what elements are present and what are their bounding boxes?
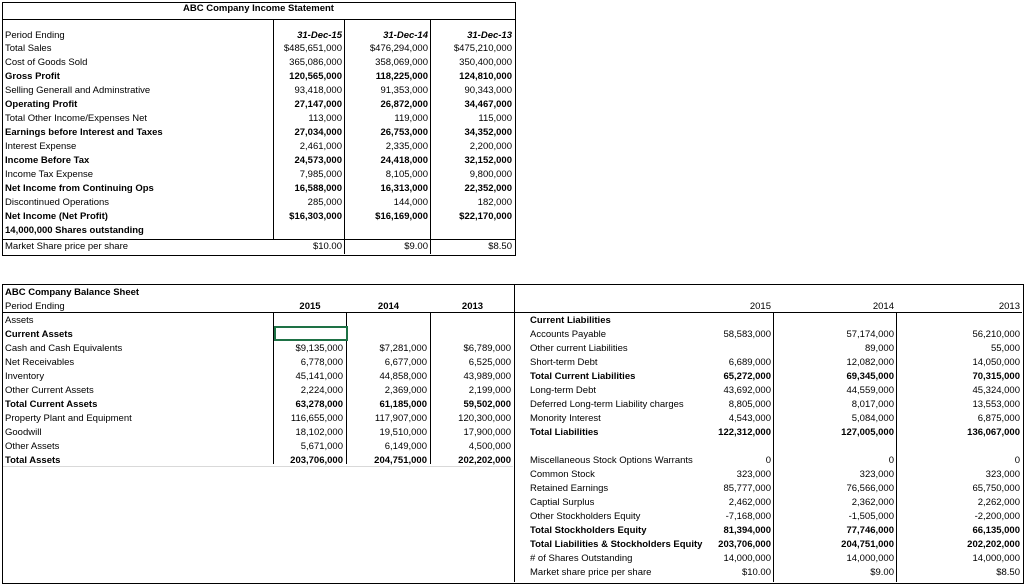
asset-cell[interactable]: 6,677,000 [384, 357, 427, 368]
equity-cell[interactable]: 81,394,000 [723, 525, 771, 536]
asset-cell[interactable]: 2,369,000 [384, 385, 427, 396]
asset-cell[interactable]: 18,102,000 [295, 427, 343, 438]
asset-cell[interactable]: 120,300,000 [458, 413, 511, 424]
equity-cell[interactable]: 0 [888, 455, 894, 466]
income-cell[interactable]: 113,000 [308, 113, 342, 124]
equity-cell[interactable]: 323,000 [985, 469, 1020, 480]
asset-row-label: Total Assets [5, 455, 61, 466]
income-cell[interactable]: 124,810,000 [459, 71, 512, 82]
equity-row-label: Captial Surplus [530, 497, 595, 508]
income-row-label: Total Other Income/Expenses Net [5, 113, 148, 124]
income-row-label: Gross Profit [5, 71, 60, 82]
income-cell[interactable]: 93,418,000 [294, 85, 342, 96]
income-cell[interactable]: 34,352,000 [464, 127, 512, 138]
income-cell[interactable]: 2,335,000 [385, 141, 428, 152]
asset-row-label: Property Plant and Equipment [5, 413, 132, 424]
income-cell[interactable]: 365,086,000 [289, 57, 342, 68]
equity-cell[interactable]: 76,566,000 [846, 483, 894, 494]
liability-row-label: Long-term Debt [530, 385, 597, 396]
equity-cell[interactable]: 14,000,000 [723, 553, 771, 564]
asset-cell[interactable]: 4,500,000 [468, 441, 511, 452]
income-cell[interactable]: 350,400,000 [459, 57, 512, 68]
equity-row-label: Total Stockholders Equity [530, 525, 647, 536]
asset-cell[interactable]: $7,281,000 [379, 343, 427, 354]
equity-row-label: # of Shares Outstanding [530, 553, 633, 564]
balance-year-header-left: 2013 [461, 301, 484, 312]
liability-cell[interactable]: 45,324,000 [972, 385, 1020, 396]
income-cell[interactable]: 91,353,000 [380, 85, 428, 96]
equity-cell[interactable]: 77,746,000 [846, 525, 894, 536]
income-cell[interactable]: 119,000 [394, 113, 428, 124]
income-cell[interactable]: 2,200,000 [469, 141, 512, 152]
income-cell[interactable]: $10.00 [312, 241, 342, 252]
equity-cell[interactable]: 0 [1014, 455, 1020, 466]
asset-cell[interactable]: 59,502,000 [463, 399, 511, 410]
asset-cell[interactable]: $9,135,000 [295, 343, 343, 354]
asset-cell[interactable]: 17,900,000 [463, 427, 511, 438]
liability-cell[interactable]: 70,315,000 [972, 371, 1020, 382]
equity-row-label: Total Liabilities & Stockholders Equity [530, 539, 703, 550]
liability-cell[interactable]: 43,692,000 [723, 385, 771, 396]
asset-cell[interactable]: 5,671,000 [300, 441, 343, 452]
equity-cell[interactable]: 14,000,000 [846, 553, 894, 564]
income-cell[interactable]: $476,294,000 [369, 43, 428, 54]
balance-year-header-right: 2014 [872, 301, 894, 312]
equity-cell[interactable]: $10.00 [741, 567, 771, 578]
liability-cell[interactable]: 4,543,000 [728, 413, 771, 424]
selected-cell[interactable] [274, 326, 348, 341]
balance-year-header-left: 2014 [377, 301, 400, 312]
liability-row-label: Accounts Payable [530, 329, 607, 340]
income-row-label: Income Before Tax [5, 155, 90, 166]
equity-row-label: Other Stockholders Equity [530, 511, 641, 522]
income-cell[interactable]: 90,343,000 [464, 85, 512, 96]
asset-cell[interactable]: 202,202,000 [458, 455, 511, 466]
income-cell[interactable]: 182,000 [477, 197, 512, 208]
liability-row-label: Other current Liabilities [530, 343, 628, 354]
balance-year-header-right: 2013 [998, 301, 1020, 312]
income-row-label: Net Income (Net Profit) [5, 211, 108, 222]
liability-cell[interactable]: 69,345,000 [846, 371, 894, 382]
asset-cell[interactable]: 6,149,000 [384, 441, 427, 452]
income-row-label: Period Ending [5, 30, 65, 41]
income-cell[interactable]: 144,000 [393, 197, 428, 208]
liability-cell[interactable]: 8,017,000 [851, 399, 894, 410]
asset-cell[interactable]: 6,525,000 [468, 357, 511, 368]
equity-row-label: Market share price per share [530, 567, 652, 578]
equity-row-label: Miscellaneous Stock Options Warrants [530, 455, 693, 466]
income-row-label: Earnings before Interest and Taxes [5, 127, 163, 138]
asset-cell[interactable]: $6,789,000 [463, 343, 511, 354]
liability-cell[interactable]: 89,000 [864, 343, 894, 354]
asset-cell[interactable]: 45,141,000 [295, 371, 343, 382]
income-cell[interactable]: 26,753,000 [380, 127, 428, 138]
asset-row-label: Other Current Assets [5, 385, 94, 396]
income-row-label: 14,000,000 Shares outstanding [5, 225, 144, 236]
equity-cell[interactable]: 202,202,000 [967, 539, 1020, 550]
asset-row-label: Inventory [5, 371, 45, 382]
equity-cell[interactable]: 14,000,000 [972, 553, 1020, 564]
income-row-label: Total Sales [5, 43, 52, 54]
income-year-header: 31-Dec-14 [383, 30, 428, 41]
income-row-label: Interest Expense [5, 141, 77, 152]
income-cell[interactable]: 120,565,000 [289, 71, 342, 82]
income-cell[interactable]: 27,034,000 [294, 127, 342, 138]
equity-cell[interactable]: 65,750,000 [972, 483, 1020, 494]
balance-year-header-right: 2015 [749, 301, 771, 312]
equity-cell[interactable]: 0 [765, 455, 771, 466]
liability-cell[interactable]: 58,583,000 [723, 329, 771, 340]
balance-period-label: Period Ending [5, 301, 65, 312]
income-cell[interactable]: 32,152,000 [464, 155, 512, 166]
income-cell[interactable]: $485,651,000 [283, 43, 342, 54]
income-cell[interactable]: $9.00 [404, 241, 428, 252]
asset-cell[interactable]: 43,989,000 [463, 371, 511, 382]
equity-cell[interactable]: 2,362,000 [851, 497, 894, 508]
income-cell[interactable]: 16,313,000 [380, 183, 428, 194]
equity-cell[interactable]: $9.00 [870, 567, 894, 578]
income-row-label: Cost of Goods Sold [5, 57, 88, 68]
liability-cell[interactable]: 55,000 [990, 343, 1020, 354]
income-cell[interactable]: 2,461,000 [299, 141, 342, 152]
income-cell[interactable]: 24,418,000 [380, 155, 428, 166]
income-statement-title: ABC Company Income Statement [183, 3, 334, 14]
liability-row-label: Short-term Debt [530, 357, 598, 368]
income-cell[interactable]: 8,105,000 [385, 169, 428, 180]
equity-cell[interactable]: 323,000 [736, 469, 771, 480]
equity-row-label: Retained Earnings [530, 483, 609, 494]
liability-row-label: Deferred Long-term Liability charges [530, 399, 684, 410]
income-cell[interactable]: 26,872,000 [380, 99, 428, 110]
liability-cell[interactable]: 44,559,000 [846, 385, 894, 396]
asset-cell[interactable]: 6,778,000 [300, 357, 343, 368]
equity-cell[interactable]: -2,200,000 [974, 511, 1020, 522]
asset-cell[interactable]: 203,706,000 [290, 455, 343, 466]
equity-cell[interactable]: -7,168,000 [725, 511, 771, 522]
income-cell[interactable]: $22,170,000 [459, 211, 512, 222]
equity-cell[interactable]: 66,135,000 [972, 525, 1020, 536]
income-cell[interactable]: $8.50 [488, 241, 512, 252]
income-cell[interactable]: 27,147,000 [294, 99, 342, 110]
asset-row-label: Total Current Assets [5, 399, 98, 410]
asset-cell[interactable]: 19,510,000 [379, 427, 427, 438]
asset-row-label: Other Assets [5, 441, 60, 452]
equity-row-label: Common Stock [530, 469, 595, 480]
income-year-header: 31-Dec-13 [467, 30, 512, 41]
liability-cell[interactable]: 5,084,000 [851, 413, 894, 424]
asset-cell[interactable]: 2,199,000 [468, 385, 511, 396]
income-row-label: Operating Profit [5, 99, 78, 110]
asset-cell[interactable]: 2,224,000 [300, 385, 343, 396]
income-cell[interactable]: $16,169,000 [375, 211, 428, 222]
income-row-label: Discontinued Operations [5, 197, 110, 208]
income-cell[interactable]: 358,069,000 [375, 57, 428, 68]
income-cell[interactable]: 9,800,000 [469, 169, 512, 180]
liability-cell[interactable]: 12,082,000 [846, 357, 894, 368]
liability-cell[interactable]: 8,805,000 [728, 399, 771, 410]
income-cell[interactable]: 7,985,000 [299, 169, 342, 180]
liability-row-label: Total Liabilities [530, 427, 599, 438]
asset-row-label: Cash and Cash Equivalents [5, 343, 123, 354]
income-cell[interactable]: 115,000 [478, 113, 512, 124]
income-cell[interactable]: $16,303,000 [289, 211, 342, 222]
liability-cell[interactable]: 127,005,000 [841, 427, 894, 438]
equity-cell[interactable]: -1,505,000 [848, 511, 894, 522]
asset-cell[interactable]: 61,185,000 [379, 399, 427, 410]
liability-cell[interactable]: 14,050,000 [972, 357, 1020, 368]
equity-cell[interactable]: 204,751,000 [841, 539, 894, 550]
asset-cell[interactable]: 44,858,000 [379, 371, 427, 382]
asset-row-label: Net Receivables [5, 357, 75, 368]
income-cell[interactable]: 285,000 [307, 197, 342, 208]
liability-cell[interactable]: 57,174,000 [846, 329, 894, 340]
liability-cell[interactable]: 65,272,000 [723, 371, 771, 382]
income-row-label: Net Income from Continuing Ops [5, 183, 154, 194]
income-cell[interactable]: 22,352,000 [464, 183, 512, 194]
income-cell[interactable]: 16,588,000 [294, 183, 342, 194]
asset-row-label: Goodwill [5, 427, 42, 438]
equity-cell[interactable]: 2,462,000 [728, 497, 771, 508]
liability-cell[interactable]: 122,312,000 [718, 427, 771, 438]
asset-cell[interactable]: 117,907,000 [374, 413, 427, 424]
equity-cell[interactable]: 323,000 [859, 469, 894, 480]
balance-year-header-left: 2015 [299, 301, 321, 312]
income-cell[interactable]: 24,573,000 [294, 155, 342, 166]
equity-cell[interactable]: 203,706,000 [718, 539, 771, 550]
income-cell[interactable]: $475,210,000 [453, 43, 512, 54]
balance-sheet-title: ABC Company Balance Sheet [5, 287, 140, 298]
equity-cell[interactable]: 85,777,000 [723, 483, 771, 494]
liability-cell[interactable]: 56,210,000 [972, 329, 1020, 340]
liability-cell[interactable]: 136,067,000 [967, 427, 1020, 438]
liability-cell[interactable]: 6,689,000 [728, 357, 771, 368]
income-row-label: Selling Generall and Adminstrative [5, 85, 151, 96]
liability-row-label: Total Current Liabilities [530, 371, 636, 382]
equity-cell[interactable]: 2,262,000 [977, 497, 1020, 508]
income-year-header: 31-Dec-15 [297, 30, 342, 41]
income-cell[interactable]: 118,225,000 [375, 71, 428, 82]
income-row-label: Income Tax Expense [5, 169, 94, 180]
asset-row-label: Assets [5, 315, 34, 326]
liability-row-label: Current Liabilities [530, 315, 611, 326]
liability-cell[interactable]: 6,875,000 [977, 413, 1020, 424]
asset-cell[interactable]: 204,751,000 [374, 455, 427, 466]
liability-row-label: Monority Interest [530, 413, 601, 424]
liability-cell[interactable]: 13,553,000 [972, 399, 1020, 410]
asset-row-label: Current Assets [5, 329, 73, 340]
asset-cell[interactable]: 63,278,000 [295, 399, 343, 410]
asset-cell[interactable]: 116,655,000 [290, 413, 343, 424]
income-cell[interactable]: 34,467,000 [464, 99, 512, 110]
income-row-label: Market Share price per share [5, 241, 129, 252]
equity-cell[interactable]: $8.50 [996, 567, 1020, 578]
